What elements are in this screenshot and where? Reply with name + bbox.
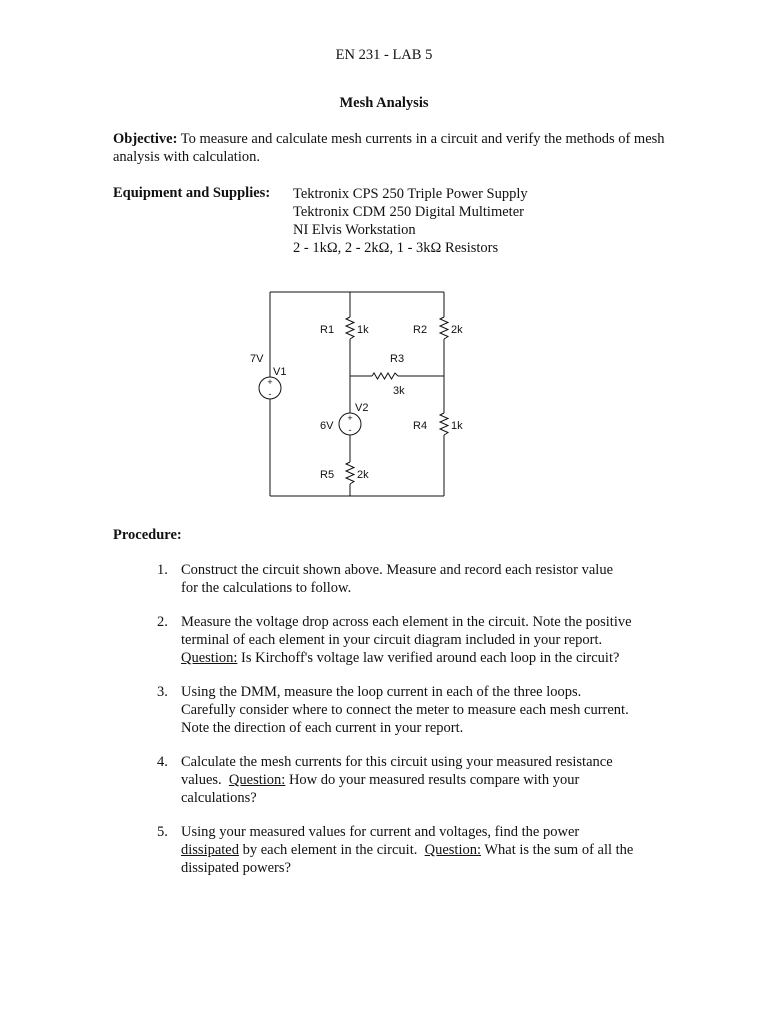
r5-name-label: R5 xyxy=(320,469,335,481)
step-text-part: values. xyxy=(181,772,229,788)
v2-name-label: V2 xyxy=(355,402,369,414)
step-line xyxy=(181,771,651,789)
v2-minus: - xyxy=(348,425,352,435)
circuit-schematic xyxy=(250,278,472,514)
step-text xyxy=(181,683,651,737)
objective-paragraph xyxy=(113,131,673,166)
step-line xyxy=(181,841,651,859)
step-line: dissipated powers? xyxy=(181,860,291,876)
step-text xyxy=(181,823,651,877)
procedure-label: Procedure: xyxy=(113,527,182,543)
objective-text: To measure and calculate mesh currents in a circuit and verify the methods of mesh analysis with calculation. xyxy=(113,131,665,165)
equipment-item: Tektronix CDM 250 Digital Multimeter xyxy=(293,204,524,220)
step-number: 1. xyxy=(157,562,168,578)
r1-value-label: 1k xyxy=(357,324,369,336)
r5-value-label: 2k xyxy=(357,469,369,481)
r2-name-label: R2 xyxy=(413,324,428,336)
step-text-part: by each element in the circuit. xyxy=(239,842,425,858)
circuit-diagram xyxy=(250,278,472,514)
step-line: Using your measured values for current and voltages, find the power xyxy=(181,824,580,840)
r1-name-label: R1 xyxy=(320,324,335,336)
step-line: Using the DMM, measure the loop current in each of the three loops. xyxy=(181,684,582,700)
question-label: Question: xyxy=(181,650,238,666)
v1-name-label: V1 xyxy=(273,366,287,378)
v1-plus: + xyxy=(267,377,273,387)
question-text: How do your measured results compare with your xyxy=(285,772,580,788)
v1-minus: - xyxy=(268,389,272,399)
step-text xyxy=(181,613,651,667)
resistor-r1 xyxy=(346,317,354,339)
equipment-item: Tektronix CPS 250 Triple Power Supply xyxy=(293,186,528,202)
step-number: 5. xyxy=(157,824,168,840)
step-line: Calculate the mesh currents for this circuit using your measured resistance xyxy=(181,754,613,770)
step-line: calculations? xyxy=(181,790,257,806)
step-line: Carefully consider where to connect the meter to measure each mesh current. xyxy=(181,702,629,718)
step-line xyxy=(181,649,651,667)
v2-plus: + xyxy=(347,413,353,423)
r3-name-label: R3 xyxy=(390,353,405,365)
r3-value-label: 3k xyxy=(393,385,405,397)
r2-value-label: 2k xyxy=(451,324,463,336)
resistor-r5 xyxy=(346,462,354,484)
equipment-item: NI Elvis Workstation xyxy=(293,222,416,238)
step-line: Note the direction of each current in your report. xyxy=(181,720,464,736)
equipment-list xyxy=(293,185,528,257)
question-text: Is Kirchoff's voltage law verified around each loop in the circuit? xyxy=(237,650,620,666)
question-label: Question: xyxy=(228,772,286,788)
v2-value-label: 6V xyxy=(320,420,334,432)
resistor-r4 xyxy=(440,413,448,435)
resistor-r2 xyxy=(440,317,448,339)
step-number: 2. xyxy=(157,614,168,630)
step-line: Measure the voltage drop across each element in the circuit. Note the positive xyxy=(181,614,632,630)
step-text xyxy=(181,753,651,807)
underlined-word: dissipated xyxy=(181,842,239,858)
r4-name-label: R4 xyxy=(413,420,428,432)
objective-label: Objective: xyxy=(113,131,178,147)
step-number: 3. xyxy=(157,684,168,700)
step-line: Construct the circuit shown above. Measure and record each resistor value xyxy=(181,562,614,578)
step-text xyxy=(181,561,651,597)
resistor-r3 xyxy=(372,373,398,379)
document-title: Mesh Analysis xyxy=(339,95,429,111)
step-number: 4. xyxy=(157,754,168,770)
equipment-item: 2 - 1kΩ, 2 - 2kΩ, 1 - 3kΩ Resistors xyxy=(293,240,499,256)
question-text: What is the sum of all the xyxy=(481,842,634,858)
step-line: for the calculations to follow. xyxy=(181,580,352,596)
course-header: EN 231 - LAB 5 xyxy=(335,47,433,63)
question-label: Question: xyxy=(424,842,481,858)
step-line: terminal of each element in your circuit diagram included in your report. xyxy=(181,632,603,648)
v1-value-label: 7V xyxy=(250,353,264,365)
r4-value-label: 1k xyxy=(451,420,463,432)
equipment-label: Equipment and Supplies: xyxy=(113,185,271,201)
